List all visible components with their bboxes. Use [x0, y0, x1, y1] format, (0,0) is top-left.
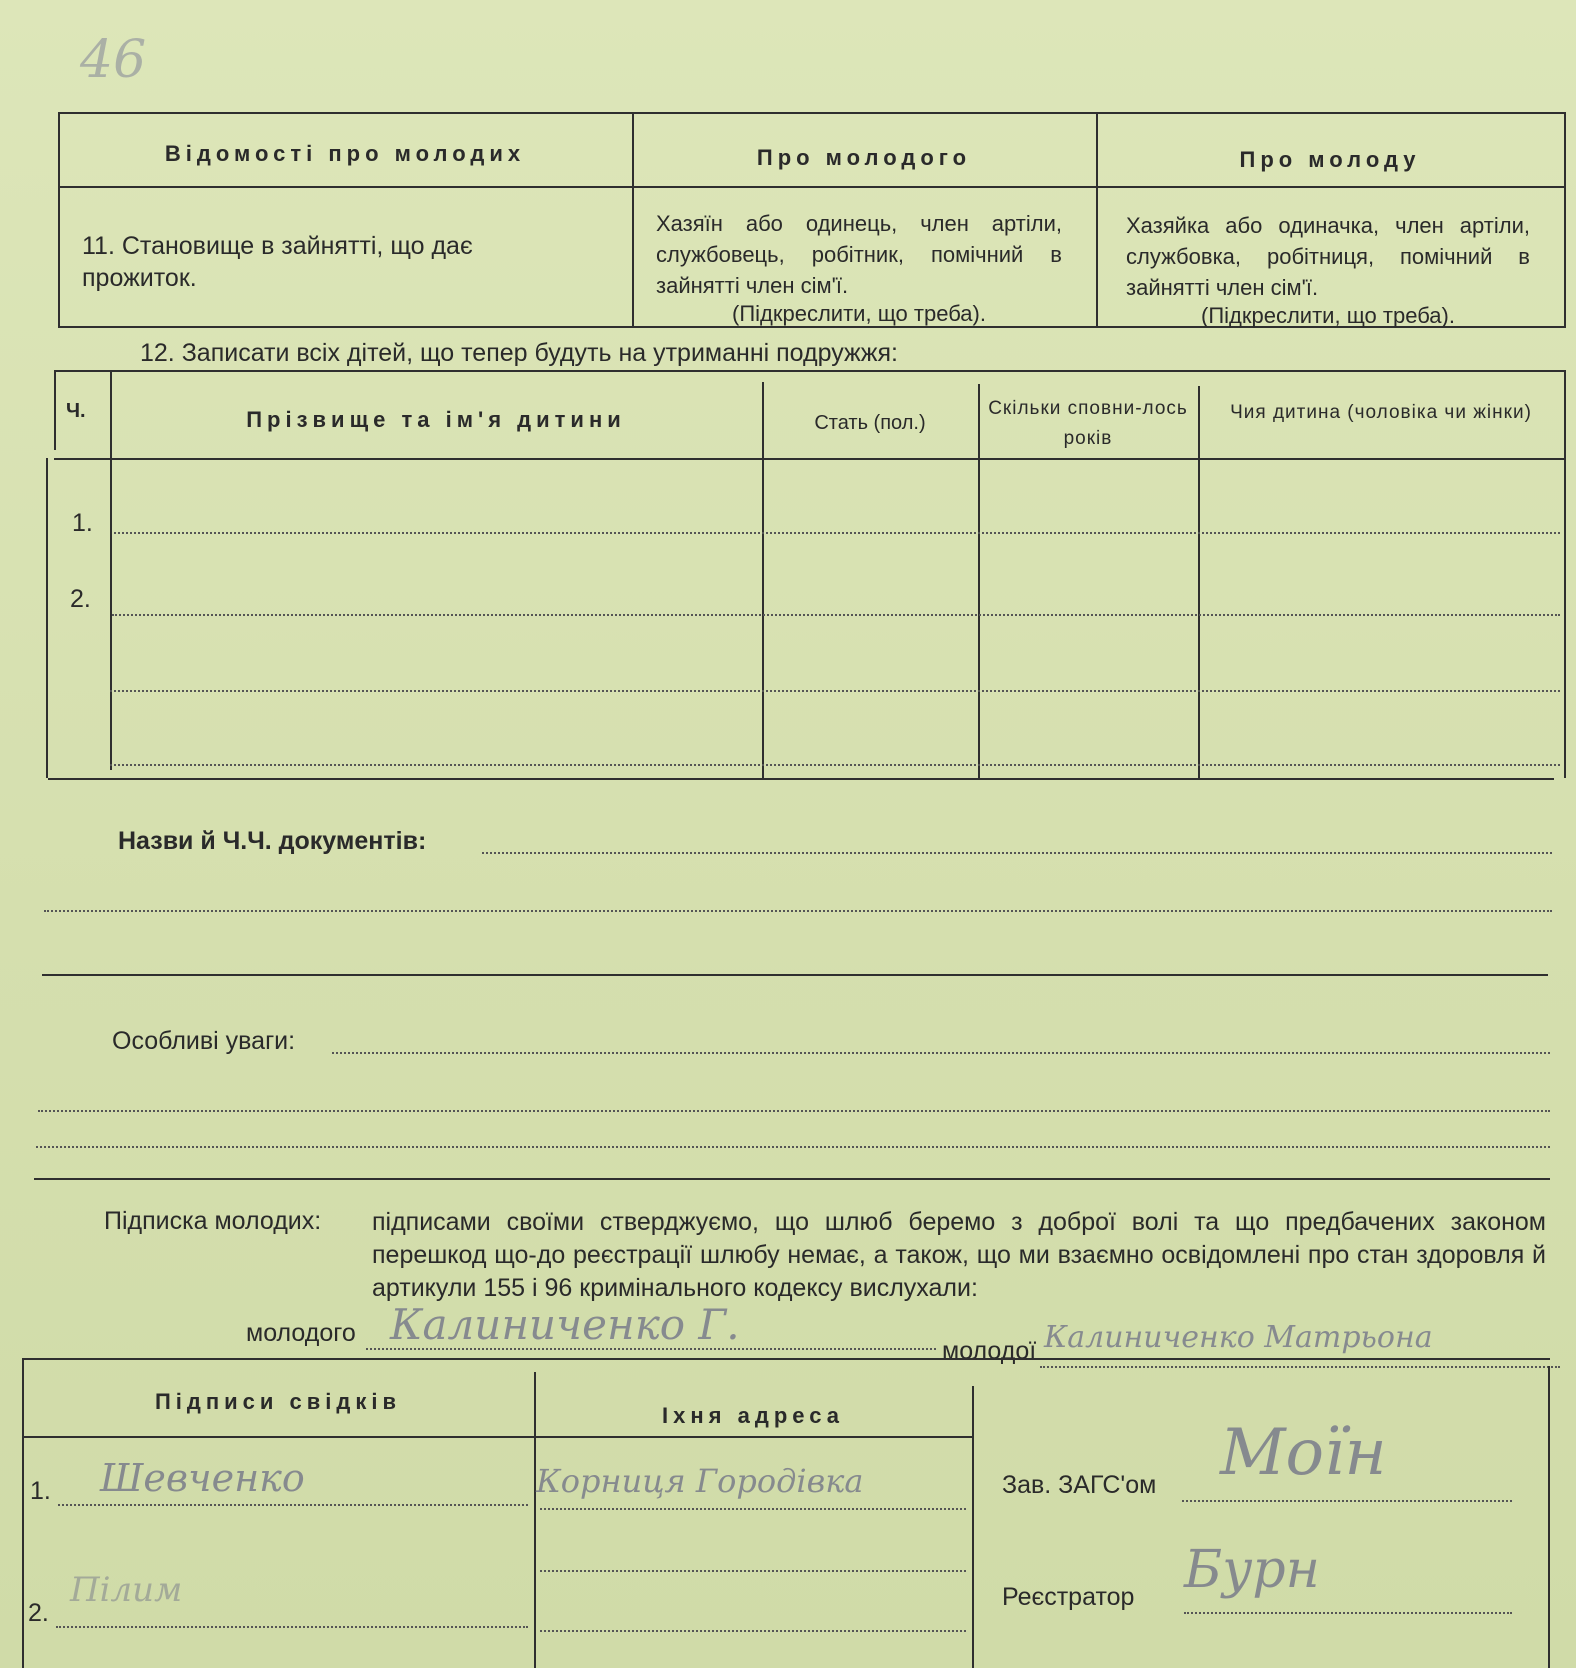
bride-signature: Калиниченко Матрьона — [1044, 1320, 1433, 1355]
bride-underline-note: (Підкреслити, що треба). — [1201, 303, 1455, 328]
child-row-4-line — [110, 764, 1560, 766]
bride-occupation-options: Хазяйка або одиначка, член артіли, службовка, робітниця, помічний в зайнятті член сім'ї. — [1126, 213, 1530, 300]
bride-signature-label: молодої — [942, 1337, 1037, 1365]
witness-table-top-rule — [22, 1358, 1550, 1360]
witness-1-signature: Шевченко — [100, 1456, 305, 1500]
registrar-label: Реєстратор — [1002, 1583, 1135, 1611]
registry-head-line — [1182, 1500, 1512, 1502]
remarks-line-3 — [36, 1146, 1550, 1148]
children-col-divider-4 — [1198, 386, 1200, 778]
groom-underline-note: (Підкреслити, що треба). — [732, 301, 986, 326]
col-sex: Стать (пол.) — [814, 412, 926, 434]
children-table-top-rule — [54, 370, 1566, 372]
remarks-line-1 — [332, 1052, 1550, 1054]
children-table-left-border — [54, 370, 56, 450]
child-row-1-line — [114, 532, 1560, 534]
documents-line-2 — [44, 910, 1552, 912]
witness-row-1-line — [58, 1504, 528, 1506]
witness-row-1-number: 1. — [30, 1477, 51, 1505]
documents-label: Назви й Ч.Ч. документів: — [118, 827, 427, 855]
witness-row-2-number: 2. — [28, 1599, 49, 1627]
header-about-groom: Про молодого — [756, 145, 972, 170]
witness-1-address: Корниця Городівка — [536, 1462, 864, 1500]
table11-right-border — [1564, 112, 1566, 326]
col-witness-signatures: Підписи свідків — [154, 1389, 402, 1414]
children-col-divider-2 — [762, 382, 764, 778]
witness-2-address-line — [540, 1630, 966, 1632]
children-table-left-border-lower — [46, 458, 48, 778]
header-about-bride: Про молоду — [1239, 147, 1421, 172]
couple-declaration-label: Підписка молодих: — [104, 1207, 322, 1235]
registrar-signature: Бурн — [1184, 1540, 1320, 1600]
remarks-separator-rule — [34, 1178, 1550, 1180]
groom-occupation-options: Хазяїн або одинець, член артіли, службовець, робітник, помічний в зайнятті член сім'ї. — [656, 211, 1062, 298]
witness-table-right-border — [1548, 1366, 1550, 1668]
col-whose-child: Чия дитина (чоловіка чи жінки) — [1230, 402, 1532, 423]
item-12-children-title: 12. Записати всіх дітей, що тепер будуть на утриманні подружжя: — [140, 339, 898, 367]
child-row-1-number: 1. — [72, 509, 93, 537]
header-info-about-couple: Відомості про молодих — [164, 141, 526, 166]
col-witness-address: Іхня адреса — [662, 1403, 844, 1428]
groom-signature-label: молодого — [246, 1319, 356, 1347]
item-11-occupation: 11. Становище в зайнятті, що дає прожиток. — [82, 232, 473, 292]
remarks-line-2 — [38, 1110, 1550, 1112]
col-child-name: Прізвище та ім'я дитини — [246, 407, 626, 432]
documents-separator-rule — [42, 974, 1548, 976]
documents-line-1 — [482, 852, 1552, 854]
witness-1-address-line — [540, 1508, 966, 1510]
registry-head-signature: Моїн — [1220, 1416, 1387, 1490]
registrar-line — [1184, 1612, 1512, 1614]
remarks-label: Особливі уваги: — [112, 1027, 296, 1055]
child-row-2-number: 2. — [70, 585, 91, 613]
col-age: Скільки сповни-лось років — [988, 398, 1188, 449]
bride-signature-line — [1040, 1366, 1560, 1368]
children-table-right-border — [1564, 370, 1566, 778]
registry-head-label: Зав. ЗАГС'ом — [1002, 1471, 1157, 1499]
child-row-3-line — [110, 690, 1560, 692]
child-row-2-line — [112, 614, 1560, 616]
table11-top-rule — [58, 112, 1566, 114]
couple-declaration-text: підписами своїми стверджуємо, що шлюб беремо з доброї волі та що предбачених законом перешкод що-до реєстрації шлюбу немає, а також, що ми взаємно освідомлені про стан здоровля й артикули 155 і 96 кримінального кодексу вислухали: — [372, 1208, 1546, 1302]
witness-1-address-line-2 — [540, 1570, 966, 1572]
witness-table-header-rule — [22, 1436, 972, 1438]
groom-signature: Калиниченко Г. — [390, 1300, 740, 1349]
col-number: Ч. — [66, 400, 86, 422]
officials-divider — [972, 1386, 974, 1668]
children-table-header-rule — [54, 458, 1566, 460]
witness-row-2-line — [56, 1626, 528, 1628]
witness-2-signature: Пілим — [70, 1570, 183, 1610]
table11-header-rule — [58, 186, 1566, 188]
children-table-bottom-rule — [48, 778, 1554, 780]
archive-page-number: 46 — [80, 30, 147, 90]
